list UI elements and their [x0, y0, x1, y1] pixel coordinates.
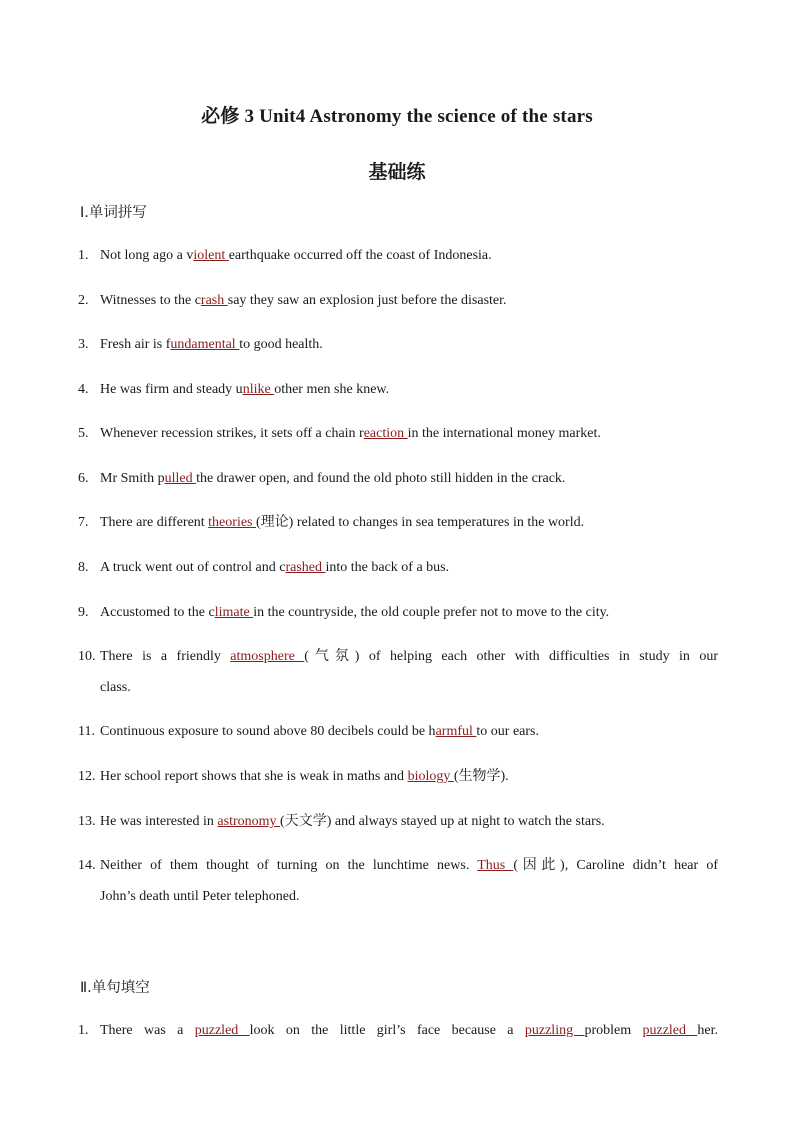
question-13: 13. He was interested in astronomy (天文学) and always stayed up at night to watch the stars. — [78, 806, 718, 837]
answer-blank: Thus — [477, 858, 514, 873]
question-7: 7. There are different theories (理论) related to changes in sea temperatures in the world. — [78, 507, 718, 538]
answer-blank: astronomy — [217, 814, 281, 829]
question-number: 1. — [78, 1023, 89, 1038]
question-number: 2. — [78, 293, 89, 308]
answer-blank: eaction — [363, 426, 408, 441]
answer-blank: undamental — [170, 337, 240, 352]
answer-blank: ulled — [164, 471, 197, 486]
page-title: 必修 3 Unit4 Astronomy the science of the stars — [201, 106, 593, 127]
question-3: 3. Fresh air is fundamental to good health. — [78, 329, 718, 360]
question-5: 5. Whenever recession strikes, it sets off a chain reaction in the international money market. — [78, 418, 718, 449]
section-heading-spelling: Ⅰ.单词拼写 — [80, 205, 147, 221]
answer-blank: puzzling — [524, 1023, 585, 1038]
question-4: 4. He was firm and steady unlike other men she knew. — [78, 374, 718, 405]
question-number: 6. — [78, 471, 89, 486]
question-number: 8. — [78, 560, 89, 575]
answer-blank: theories — [208, 515, 256, 530]
section2-question-1: 1. There was a puzzled look on the little girl’s face because a puzzling problem puzzled her. — [78, 1015, 718, 1046]
answer-blank: nlike — [242, 382, 275, 397]
answer-blank: armful — [435, 724, 477, 739]
question-number: 12. — [78, 769, 96, 784]
section-heading-fill-in: Ⅱ.单句填空 — [80, 980, 150, 996]
answer-blank: atmosphere — [230, 649, 305, 664]
question-9: 9. Accustomed to the climate in the countryside, the old couple prefer not to move to the city. — [78, 597, 718, 628]
answer-blank: rashed — [285, 560, 326, 575]
question-12: 12. Her school report shows that she is weak in maths and biology (生物学). — [78, 761, 718, 792]
question-number: 4. — [78, 382, 89, 397]
question-10: 10. There is a friendly atmosphere (气氛) of helping each other with difficulties in study in our class. — [78, 641, 718, 703]
question-14: 14. Neither of them thought of turning on the lunchtime news. Thus (因此), Caroline didn’t hear of John’s death until Peter telephoned. — [78, 850, 718, 912]
question-number: 14. — [78, 858, 96, 873]
question-number: 3. — [78, 337, 89, 352]
answer-blank: puzzled — [642, 1023, 698, 1038]
question-number: 7. — [78, 515, 89, 530]
page-subtitle: 基础练 — [368, 161, 426, 183]
answer-blank: biology — [407, 769, 454, 784]
question-number: 1. — [78, 248, 89, 263]
answer-blank: rash — [200, 293, 228, 308]
answer-blank: limate — [214, 605, 254, 620]
question-number: 11. — [78, 724, 95, 739]
question-11: 11. Continuous exposure to sound above 80 decibels could be harmful to our ears. — [78, 716, 718, 747]
question-8: 8. A truck went out of control and crashed into the back of a bus. — [78, 552, 718, 583]
question-number: 9. — [78, 605, 89, 620]
answer-blank: puzzled — [194, 1023, 250, 1038]
question-number: 13. — [78, 814, 96, 829]
question-2: 2. Witnesses to the crash say they saw an explosion just before the disaster. — [78, 285, 718, 316]
question-number: 5. — [78, 426, 89, 441]
question-number: 10. — [78, 649, 96, 664]
question-1: 1. Not long ago a violent earthquake occurred off the coast of Indonesia. — [78, 240, 718, 271]
question-6: 6. Mr Smith pulled the drawer open, and found the old photo still hidden in the crack. — [78, 463, 718, 494]
answer-blank: iolent — [193, 248, 229, 263]
